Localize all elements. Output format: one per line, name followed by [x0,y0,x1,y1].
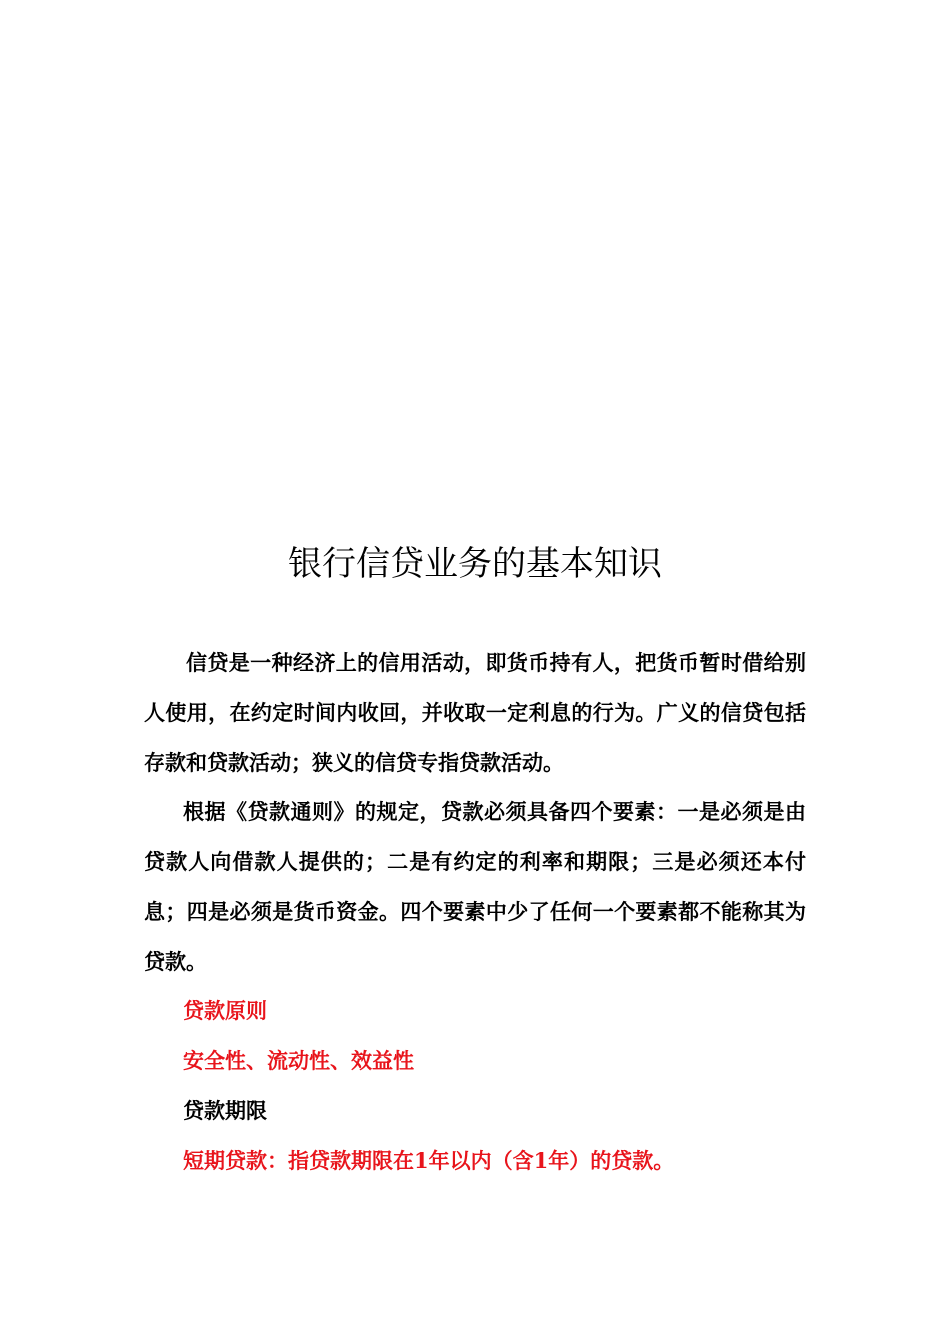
document-title: 银行信贷业务的基本知识 [288,544,662,584]
paragraph-loan-elements: 根据《贷款通则》的规定，贷款必须具备四个要素：一是必须是由贷款人向借款人提供的；二是有约定的利率和期限；三是必须还本付息；四是必须是货币资金。四个要素中少了任何一个要素都不能称其为贷款。 [144,799,806,974]
heading-loan-principles: 贷款原则 [183,998,267,1023]
paragraph-credit-definition: 信贷是一种经济上的信用活动，即货币持有人，把货币暂时借给别人使用，在约定时间内收回，并收取一定利息的行为。广义的信贷包括存款和贷款活动；狭义的信贷专指贷款活动。 [144,650,806,775]
short-term-loan-definition: 短期贷款：指贷款期限在1年以内（含1年）的贷款。 [183,1148,675,1173]
loan-principles-list: 安全性、流动性、效益性 [183,1048,414,1073]
heading-loan-term: 贷款期限 [183,1098,267,1123]
